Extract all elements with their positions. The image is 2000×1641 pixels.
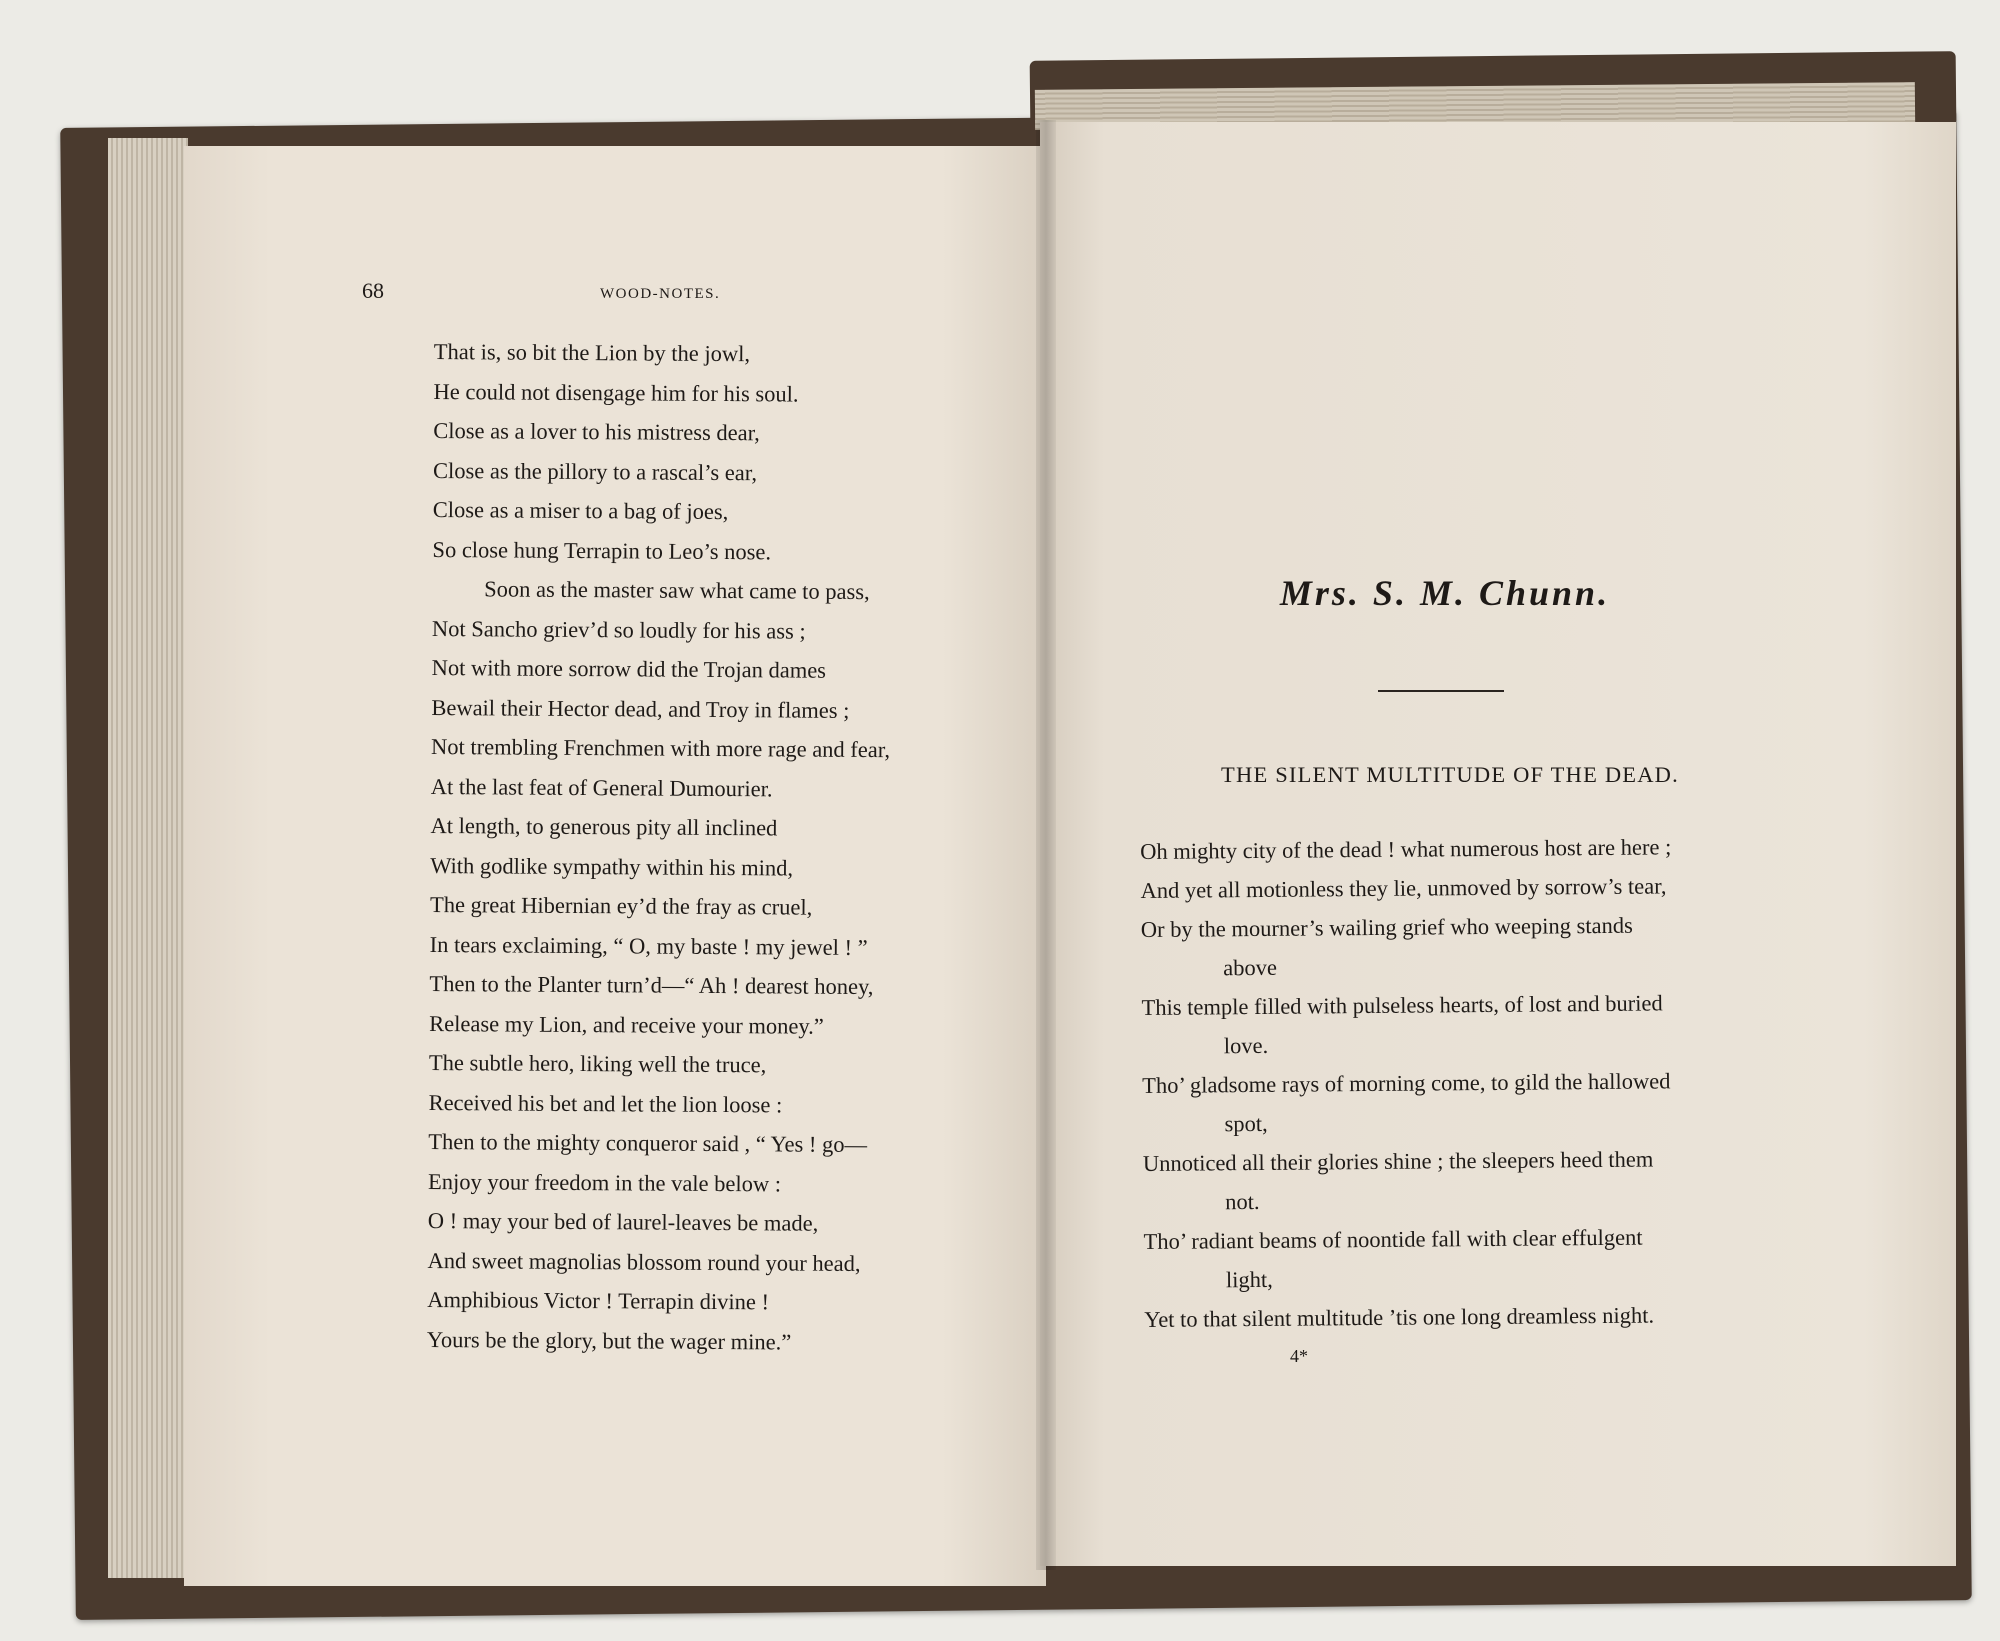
poem-line: Not Sancho griev’d so loudly for his ass ; [431, 615, 806, 644]
poem-line: Then to the Planter turn’d—“ Ah ! dearest honey, [429, 970, 874, 1000]
poem-line: In tears exclaiming, “ O, my baste ! my jewel ! ” [429, 931, 868, 960]
poem-line: Or by the mourner’s wailing grief who weeping stands [1140, 912, 1633, 942]
page-number: 68 [362, 278, 384, 303]
poem-line: He could not disengage him for his soul. [433, 378, 799, 407]
poem-line: Close as the pillory to a rascal’s ear, [432, 457, 758, 485]
poem-line: Enjoy your freedom in the vale below : [427, 1168, 782, 1196]
running-head: WOOD-NOTES. [600, 286, 721, 302]
poem-line: Unnoticed all their glories shine ; the sleepers heed them [1142, 1146, 1654, 1176]
poem-line: spot, [1224, 1110, 1268, 1137]
author-heading: Mrs. S. M. Chunn. [1279, 573, 1611, 613]
poem-line: Release my Lion, and receive your money.” [429, 1010, 824, 1039]
signature-mark: 4* [1290, 1346, 1308, 1366]
poem-line: Soon as the master saw what came to pass, [484, 576, 870, 605]
poem-line: Bewail their Hector dead, and Troy in flames ; [431, 694, 850, 723]
poem-line: Yet to that silent multitude ’tis one long dreamless night. [1144, 1302, 1655, 1332]
poem-line: Not trembling Frenchmen with more rage and fear, [431, 733, 891, 763]
poem-line: O ! may your bed of laurel-leaves be made, [427, 1207, 819, 1236]
poem-line: love. [1223, 1032, 1269, 1059]
poem-line: So close hung Terrapin to Leo’s nose. [432, 536, 772, 564]
poem-line: light, [1225, 1266, 1273, 1293]
poem-line: The subtle hero, liking well the truce, [428, 1049, 767, 1078]
poem-line: above [1223, 954, 1278, 981]
right-poem-text [1140, 827, 1764, 1339]
poem-line: With godlike sympathy within his mind, [430, 852, 794, 881]
poem-line: Then to the mighty conqueror said , “ Yes ! go— [428, 1128, 868, 1158]
poem-line: Not with more sorrow did the Trojan dames [431, 654, 827, 683]
page-edges-left [108, 138, 188, 1578]
poem-title: THE SILENT MULTITUDE OF THE DEAD. [1221, 762, 1679, 787]
poem-line: Close as a lover to his mistress dear, [433, 417, 760, 446]
poem-line: not. [1225, 1188, 1260, 1215]
poem-line: And yet all motionless they lie, unmoved by sorrow’s tear, [1140, 873, 1667, 903]
poem-line: And sweet magnolias blossom round your head, [427, 1247, 861, 1276]
poem-line: Tho’ radiant beams of noontide fall with clear effulgent [1143, 1224, 1643, 1254]
poem-line: Received his bet and let the lion loose : [428, 1089, 783, 1117]
poem-line: The great Hibernian ey’d the fray as cruel, [429, 891, 813, 920]
book-gutter [1036, 120, 1056, 1570]
poem-line: At the last feat of General Dumourier. [430, 773, 773, 801]
poem-line: Yours be the glory, but the wager mine.” [426, 1326, 792, 1355]
left-poem-text [427, 332, 994, 1363]
poem-line: That is, so bit the Lion by the jowl, [433, 338, 751, 367]
heading-divider [1378, 690, 1504, 692]
poem-line: At length, to generous pity all inclined [430, 812, 778, 841]
poem-line: Tho’ gladsome rays of morning come, to gild the hallowed [1142, 1068, 1671, 1098]
poem-line: This temple filled with pulseless hearts, of lost and buried [1141, 990, 1663, 1020]
poem-line: Amphibious Victor ! Terrapin divine ! [427, 1286, 770, 1315]
poem-line: Close as a miser to a bag of joes, [432, 496, 729, 525]
poem-line: Oh mighty city of the dead ! what numerous host are here ; [1140, 834, 1672, 864]
